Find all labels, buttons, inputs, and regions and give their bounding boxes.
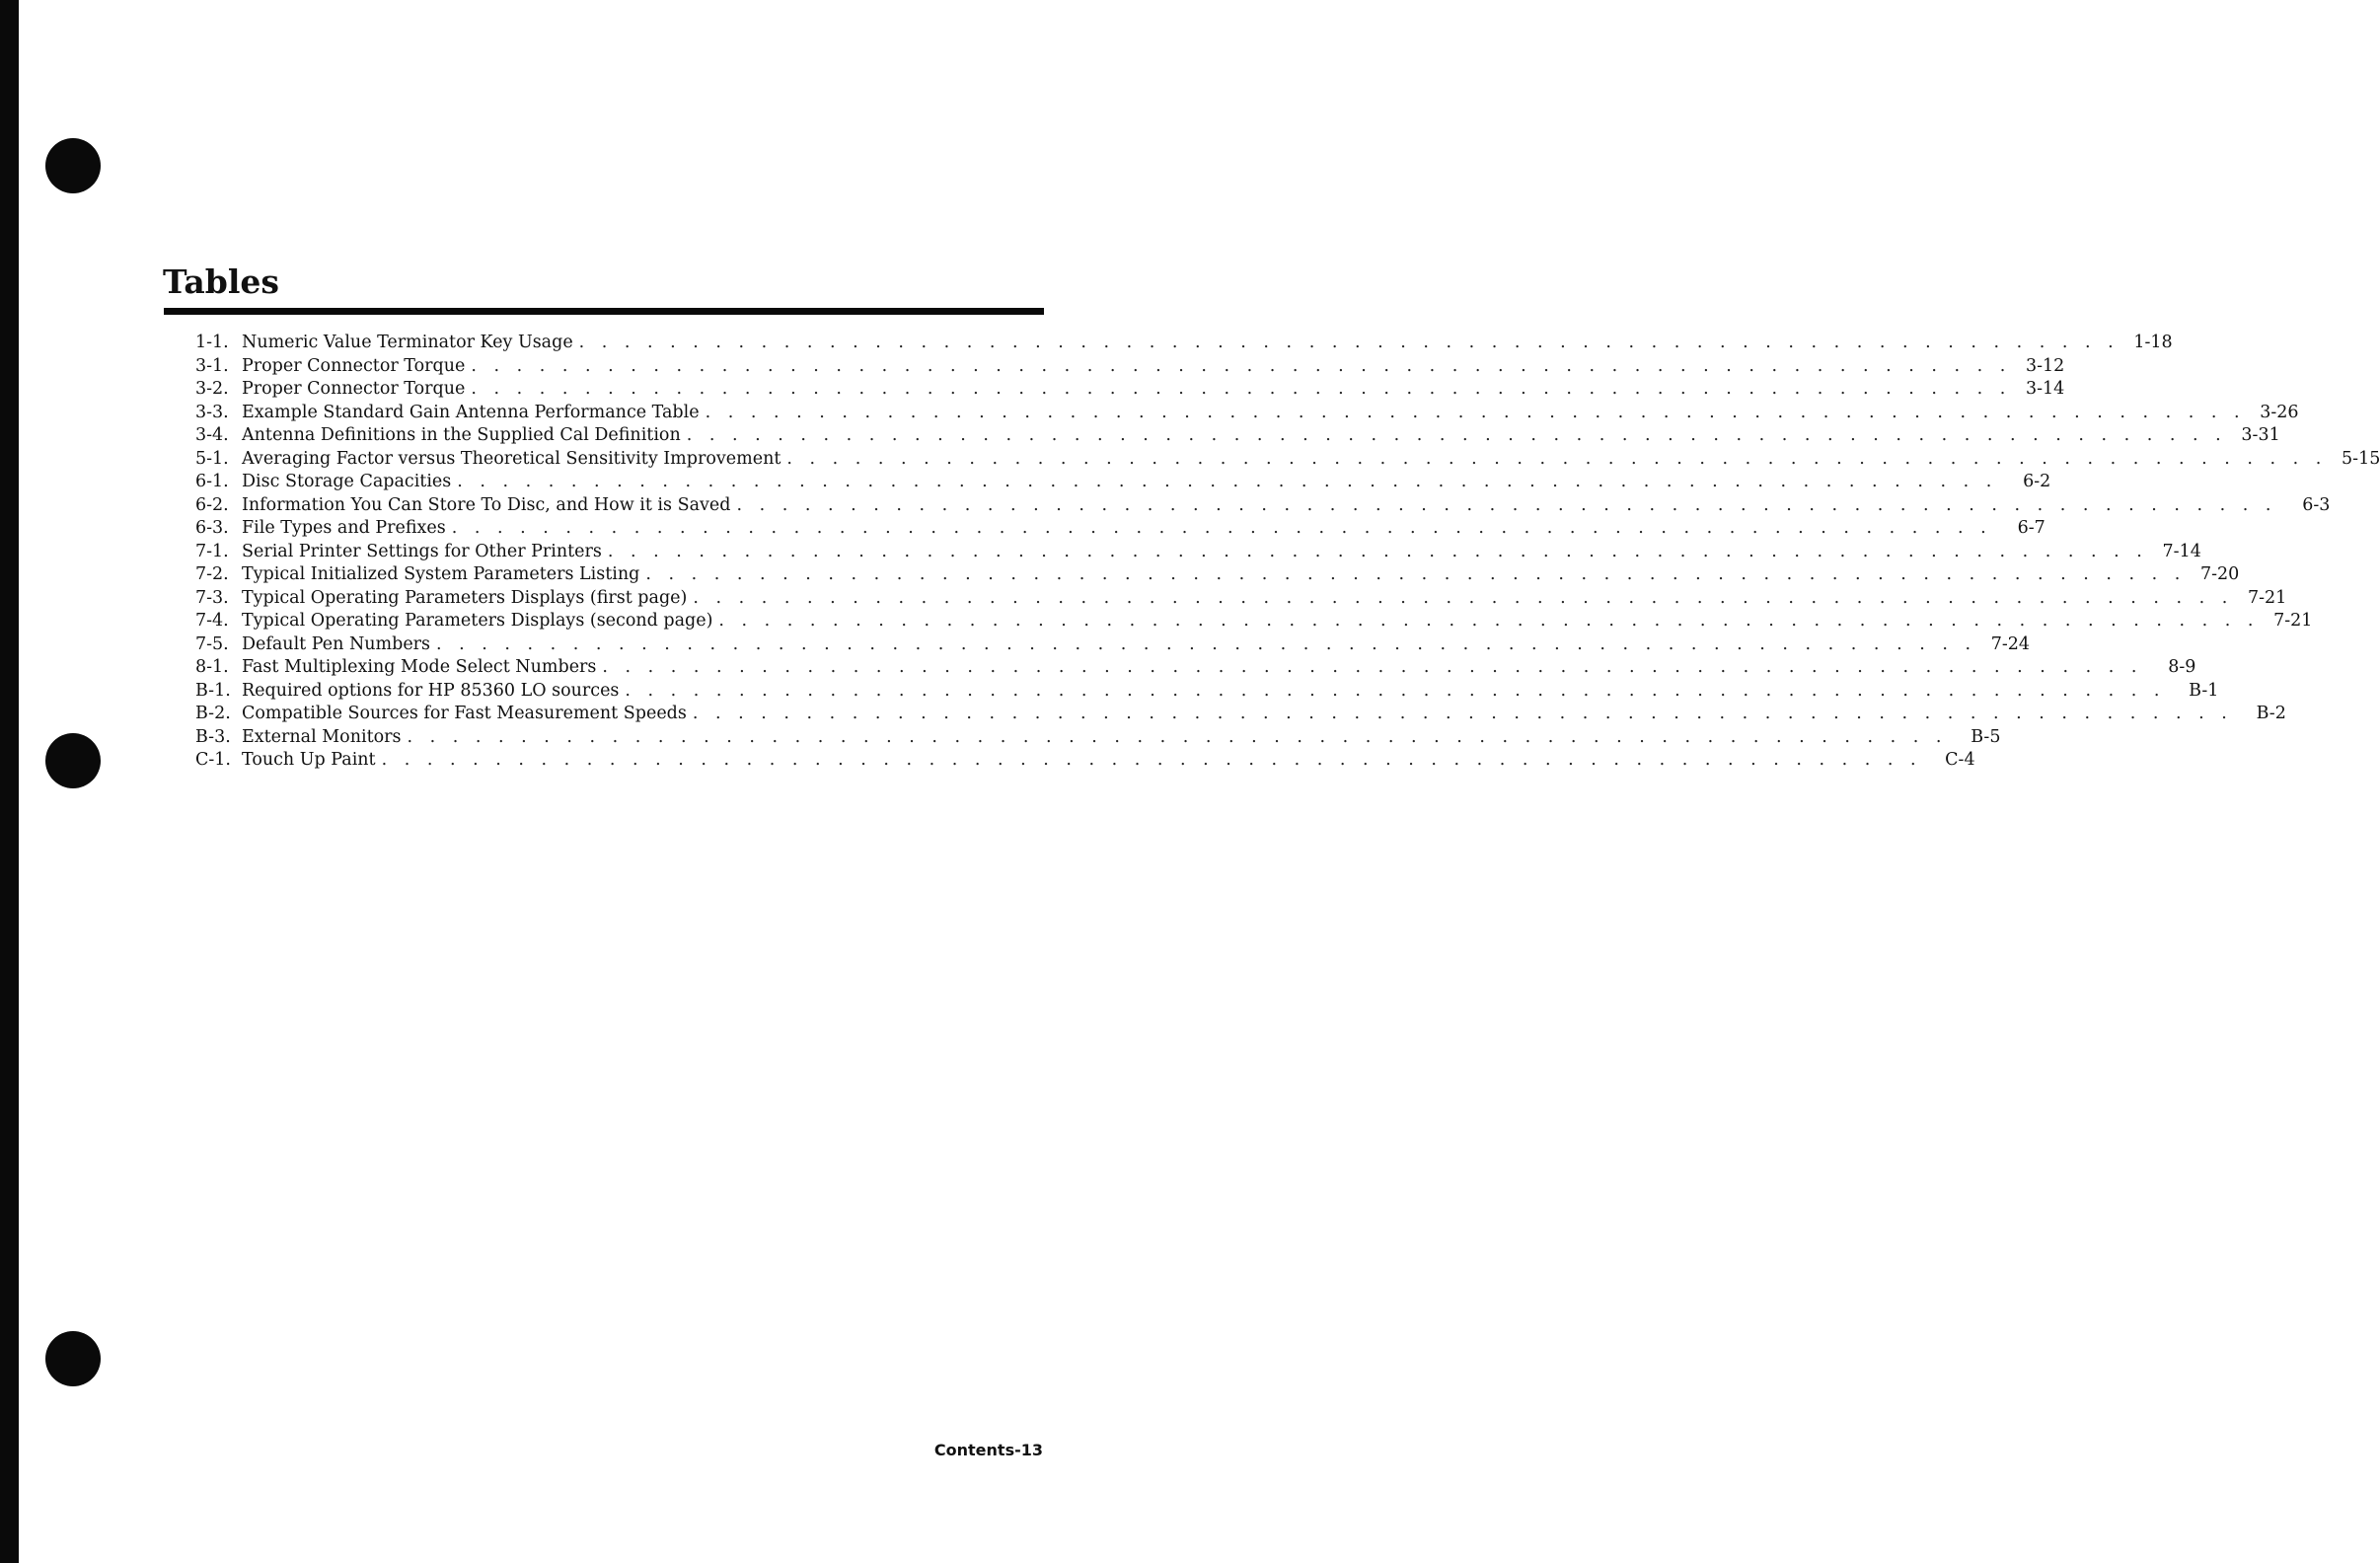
dot-leader: . . . . . . . . . . . . . . . . . . . . . . . . . . . . . . . . . . . . . . . . . . . . . . . . . . . . . . . . . . . . . . . . . . . . — [692, 704, 2233, 723]
table-title: Numeric Value Terminator Key Usage — [242, 333, 573, 352]
dot-leader: . . . . . . . . . . . . . . . . . . . . . . . . . . . . . . . . . . . . . . . . . . . . . . . . . . . . . . . . . . . . . . . . . . . . — [645, 564, 2187, 584]
table-list — [195, 332, 2380, 773]
toc-entry[interactable] — [195, 402, 2299, 425]
page-number: 7-21 — [2273, 611, 2313, 631]
toc-entry[interactable] — [195, 332, 2173, 355]
table-title: Proper Connector Torque — [242, 379, 466, 399]
dot-leader: . . . . . . . . . . . . . . . . . . . . . . . . . . . . . . . . . . . . . . . . . . . . . . . . . . . . . . . . . . . . . . . . . . . . — [602, 657, 2143, 677]
table-number: 3-2. — [195, 379, 229, 399]
page-number: 7-20 — [2199, 564, 2240, 584]
page-number: 7-14 — [2162, 541, 2201, 561]
table-number: 3-3. — [195, 402, 229, 422]
page-number: 8-9 — [2168, 657, 2196, 677]
binding-edge — [0, 0, 19, 1563]
table-number: 1-1. — [195, 333, 229, 352]
table-number: 6-3. — [195, 518, 229, 538]
toc-entry[interactable] — [195, 610, 2313, 633]
dot-leader: . . . . . . . . . . . . . . . . . . . . . . . . . . . . . . . . . . . . . . . . . . . . . . . . . . . . . . . . . . . . . . . . . . . . — [607, 541, 2148, 561]
toc-entry[interactable] — [195, 656, 2196, 680]
page-number: B-2 — [2256, 704, 2286, 723]
table-number: 6-2. — [195, 494, 229, 515]
table-number: 7-4. — [195, 611, 229, 631]
table-number: 3-1. — [195, 355, 229, 376]
punch-hole — [45, 1331, 101, 1386]
dot-leader: . . . . . . . . . . . . . . . . . . . . . . . . . . . . . . . . . . . . . . . . . . . . . . . . . . . . . . . . . . . . . . . . . . . . — [381, 750, 1922, 770]
dot-leader: . . . . . . . . . . . . . . . . . . . . . . . . . . . . . . . . . . . . . . . . . . . . . . . . . . . . . . . . . . . . . . . . . . . . — [451, 518, 1992, 538]
dot-leader: . . . . . . . . . . . . . . . . . . . . . . . . . . . . . . . . . . . . . . . . . . . . . . . . . . . . . . . . . . . . . . . . . . . . — [686, 425, 2227, 445]
table-number: 7-2. — [195, 564, 229, 584]
table-title: Proper Connector Torque — [242, 355, 466, 376]
page-number: C-4 — [1945, 750, 1975, 770]
table-title: Touch Up Paint — [242, 750, 376, 770]
page-number: 3-31 — [2241, 425, 2280, 445]
page-number: 3-26 — [2260, 402, 2299, 422]
dot-leader: . . . . . . . . . . . . . . . . . . . . . . . . . . . . . . . . . . . . . . . . . . . . . . . . . . . . . . . . . . . . . . . . . . . . — [471, 355, 2012, 376]
toc-entry[interactable] — [195, 633, 2031, 657]
table-number: 7-3. — [195, 587, 229, 608]
dot-leader: . . . . . . . . . . . . . . . . . . . . . . . . . . . . . . . . . . . . . . . . . . . . . . . . . . . . . . . . . . . . . . . . . . . . — [625, 680, 2166, 701]
page-number: 3-14 — [2026, 379, 2065, 399]
page-number: 7-21 — [2247, 587, 2287, 608]
table-number: B-1. — [195, 680, 231, 701]
toc-entry[interactable] — [195, 703, 2286, 726]
table-number: 3-4. — [195, 425, 229, 445]
page-folio: Contents-13 — [933, 1441, 1043, 1459]
toc-entry[interactable] — [195, 563, 2240, 587]
table-number: 6-1. — [195, 472, 229, 491]
toc-entry[interactable] — [195, 355, 2065, 379]
page-title: Tables — [163, 262, 279, 301]
toc-entry[interactable] — [195, 726, 2001, 750]
table-title: External Monitors — [242, 726, 402, 747]
table-title: Required options for HP 85360 LO sources — [242, 680, 620, 701]
table-title: File Types and Prefixes — [242, 518, 446, 538]
title-rule — [164, 308, 1044, 315]
table-title: Serial Printer Settings for Other Printers — [242, 541, 602, 561]
dot-leader: . . . . . . . . . . . . . . . . . . . . . . . . . . . . . . . . . . . . . . . . . . . . . . . . . . . . . . . . . . . . . . . . . . . . — [578, 333, 2120, 352]
table-number: 7-1. — [195, 541, 229, 561]
toc-entry[interactable] — [195, 471, 2051, 494]
page-number: 7-24 — [1990, 633, 2031, 654]
page-number: B-1 — [2189, 680, 2219, 701]
page-number: 5-15 — [2342, 448, 2380, 469]
table-title: Averaging Factor versus Theoretical Sensitivity Improvement — [242, 448, 781, 469]
table-number: B-2. — [195, 704, 231, 723]
table-title: Disc Storage Capacities — [242, 472, 452, 491]
punch-hole — [45, 733, 101, 788]
page-number: 6-3 — [2302, 494, 2331, 515]
toc-entry[interactable] — [195, 424, 2280, 448]
punch-hole — [45, 138, 101, 193]
toc-entry[interactable] — [195, 680, 2219, 704]
toc-entry[interactable] — [195, 494, 2331, 518]
dot-leader: . . . . . . . . . . . . . . . . . . . . . . . . . . . . . . . . . . . . . . . . . . . . . . . . . . . . . . . . . . . . . . . . . . . . — [457, 472, 1998, 491]
toc-entry[interactable] — [195, 587, 2287, 611]
table-number: 8-1. — [195, 657, 229, 677]
page-number: 6-2 — [2023, 472, 2051, 491]
toc-entry[interactable] — [195, 517, 2045, 541]
toc-entry[interactable] — [195, 448, 2380, 472]
page-number: B-5 — [1971, 726, 2001, 747]
table-number: C-1. — [195, 750, 231, 770]
table-number: 5-1. — [195, 448, 229, 469]
toc-entry[interactable] — [195, 378, 2065, 402]
table-title: Example Standard Gain Antenna Performance Table — [242, 402, 700, 422]
dot-leader: . . . . . . . . . . . . . . . . . . . . . . . . . . . . . . . . . . . . . . . . . . . . . . . . . . . . . . . . . . . . . . . . . . . . — [705, 402, 2246, 422]
table-title: Typical Initialized System Parameters Listing — [242, 564, 640, 584]
page-number: 6-7 — [2017, 518, 2045, 538]
dot-leader: . . . . . . . . . . . . . . . . . . . . . . . . . . . . . . . . . . . . . . . . . . . . . . . . . . . . . . . . . . . . . . . . . . . . — [718, 611, 2260, 631]
dot-leader: . . . . . . . . . . . . . . . . . . . . . . . . . . . . . . . . . . . . . . . . . . . . . . . . . . . . . . . . . . . . . . . . . . . . — [471, 379, 2012, 399]
dot-leader: . . . . . . . . . . . . . . . . . . . . . . . . . . . . . . . . . . . . . . . . . . . . . . . . . . . . . . . . . . . . . . . . . . . . — [736, 494, 2277, 515]
table-title: Information You Can Store To Disc, and How it is Saved — [242, 494, 731, 515]
dot-leader: . . . . . . . . . . . . . . . . . . . . . . . . . . . . . . . . . . . . . . . . . . . . . . . . . . . . . . . . . . . . . . . . . . . . — [693, 587, 2234, 608]
dot-leader: . . . . . . . . . . . . . . . . . . . . . . . . . . . . . . . . . . . . . . . . . . . . . . . . . . . . . . . . . . . . . . . . . . . . — [786, 448, 2328, 469]
table-number: 7-5. — [195, 633, 229, 654]
dot-leader: . . . . . . . . . . . . . . . . . . . . . . . . . . . . . . . . . . . . . . . . . . . . . . . . . . . . . . . . . . . . . . . . . . . . — [436, 633, 1977, 654]
table-title: Antenna Definitions in the Supplied Cal Definition — [242, 425, 681, 445]
table-title: Typical Operating Parameters Displays (first page) — [242, 587, 688, 608]
table-title: Default Pen Numbers — [242, 633, 431, 654]
table-number: B-3. — [195, 726, 231, 747]
table-title: Compatible Sources for Fast Measurement Speeds — [242, 704, 687, 723]
toc-entry[interactable] — [195, 749, 1975, 773]
table-title: Fast Multiplexing Mode Select Numbers — [242, 657, 597, 677]
toc-entry[interactable] — [195, 541, 2201, 564]
table-title: Typical Operating Parameters Displays (second page) — [242, 611, 713, 631]
page-number: 1-18 — [2133, 333, 2173, 352]
page-number: 3-12 — [2026, 355, 2065, 376]
dot-leader: . . . . . . . . . . . . . . . . . . . . . . . . . . . . . . . . . . . . . . . . . . . . . . . . . . . . . . . . . . . . . . . . . . . . — [407, 726, 1948, 747]
